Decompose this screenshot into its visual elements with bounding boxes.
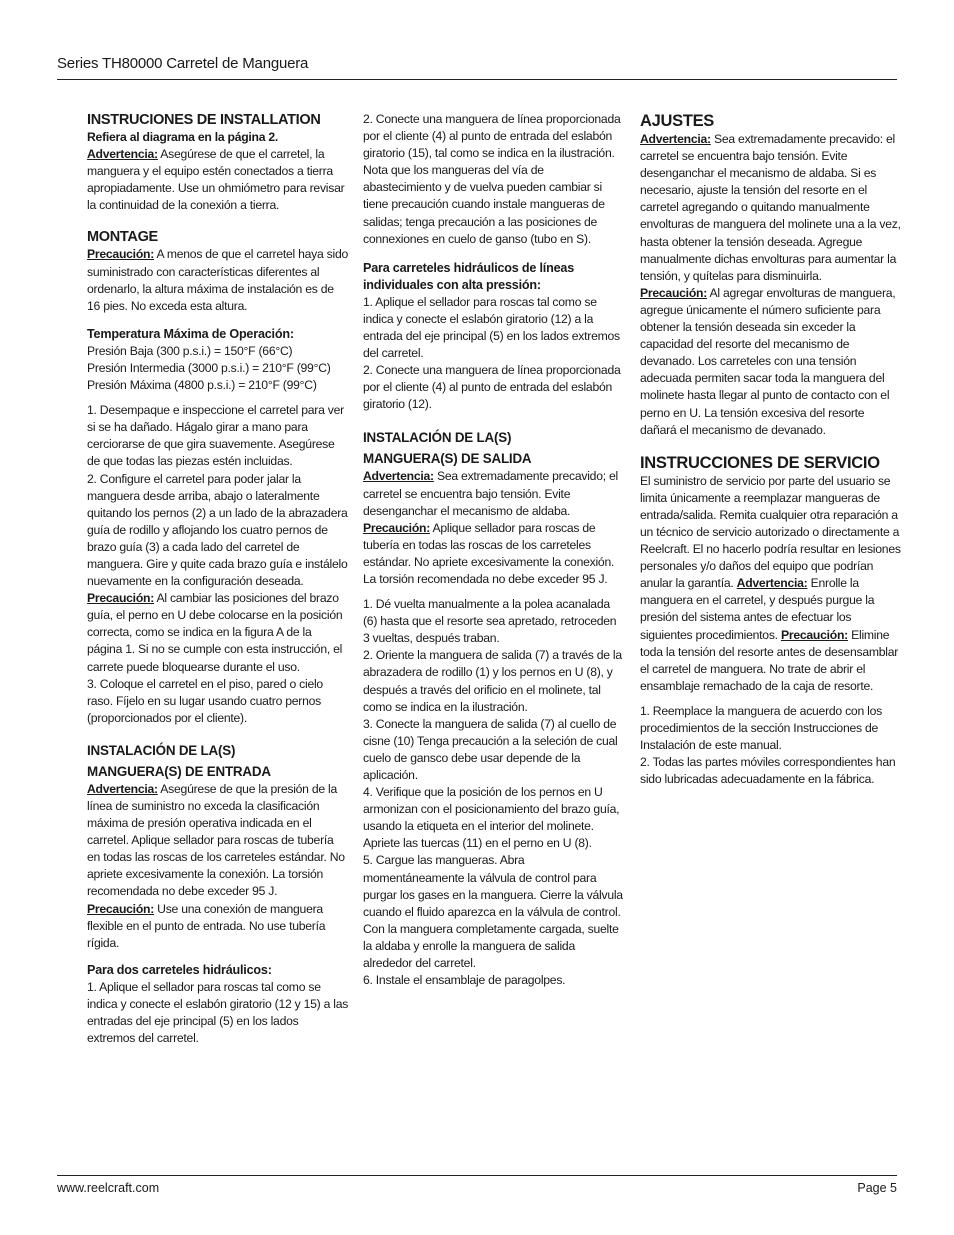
install-step-2-caution xyxy=(87,590,349,675)
temp-low: Presión Baja (300 p.s.i.) = 150°F (66°C) xyxy=(87,343,293,358)
adjust-caution-paragraph xyxy=(640,285,902,439)
caution-label: Precaución: xyxy=(640,285,708,300)
caution-label: Precaución: xyxy=(87,591,155,606)
outlet-step-2: 2. Oriente la manguera de salida (7) a través de la abrazadera de rodillo (1) y los pernos en U (8), y después a través del orificio en el molinete, tal como se indica en la ilustración. xyxy=(363,648,622,714)
outlet-step-4: 4. Verifique que la posición de los pernos en U armonizan con el posicionamiento del brazo guía, usando la etiqueta en el interior del molinete. Apriete las tuercas (11) en el perno en U (8). xyxy=(363,785,620,851)
adjust-warning-text: Sea extremadamente precavido: el carretel se encuentra bajo tensión. Evite desenganchar el mecanismo de aldaba. Si es necesario, ajuste la tensión del resorte en el carretel agregando o quitando manualmente envolturas de manguera del molinete una a la vez, hasta obtener la tensión deseada. Agregue manualmente dichas envolturas para aumentar la tensión, y quítelas para disminuirla. xyxy=(640,132,901,283)
footer-website: www.reelcraft.com xyxy=(57,1181,160,1195)
warning-label: Advertencia: xyxy=(640,132,711,146)
service-text: El suministro de servicio por parte del usuario se limita únicamente a reemplazar mangueras de entrada/salida. Remita cualquier otra reparación a un técnico de servicio autorizado o directamente a Reelcraft. El no hacerlo podría resultar en lesiones personales y/o daños del equipo que podrían anular la garantía. xyxy=(640,473,901,591)
outlet-heading-line-2: MANGUERA(S) DE SALIDA xyxy=(363,451,532,467)
column-2 xyxy=(363,111,625,989)
install-ref: Refiera al diagrama en la página 2. xyxy=(87,130,279,144)
outlet-warning-paragraph xyxy=(363,468,625,519)
temp-heading: Temperatura Máxima de Operación: xyxy=(87,326,294,341)
service-heading: INSTRUCCIONES DE SERVICIO xyxy=(640,453,880,472)
install-step-1: 1. Desempaque e inspeccione el carretel para ver si se ha dañado. Hágalo girar a mano para cerciorarse de que gira suavemente. Asegúrese de que todas las piezas estén incluidas. xyxy=(87,403,344,469)
montage-heading: MONTAGE xyxy=(87,229,158,246)
warning-label: Advertencia: xyxy=(736,576,808,591)
header-divider xyxy=(57,79,897,80)
header-title: Series TH80000 Carretel de Manguera xyxy=(57,55,309,72)
inlet-caution-text: Use una conexión de manguera flexible en el punto de entrada. No use tubería rígida. xyxy=(87,901,326,950)
service-caution-text: Elimine toda la tensión del resorte antes de desensamblar el carretel de manguera. No trate de abrir el ensamblaje remachado de la caja de resorte. xyxy=(640,627,899,693)
outlet-warning-text: Sea extremadamente precavido; el carretel se encuentra bajo tensión. Evite desenganchar el mecanismo de aldaba. xyxy=(363,469,618,518)
footer-page-number: Page 5 xyxy=(857,1181,897,1195)
install-step-3: 3. Coloque el carretel en el piso, pared o cielo raso. Fíjelo en su lugar usando cuatro pernos (proporcionados por el cliente). xyxy=(87,676,323,725)
caution-label: Precaución: xyxy=(87,901,155,916)
outlet-heading-line-1: INSTALACIÓN DE LA(S) xyxy=(363,430,512,446)
outlet-caution-text: Aplique sellador para roscas de tubería en todas las roscas de los carreteles estándar. No apriete excesivamente la conexión. La torsión recomendada no debe exceder 95 J. xyxy=(363,520,615,586)
warning-label: Advertencia: xyxy=(87,147,158,162)
single-line-step-2: 2. Conecte una manguera de línea proporcionada por el cliente (4) al punto de entrada del eslabón giratorio (12). xyxy=(363,363,621,412)
install-step-2: 2. Configure el carretel para poder jalar la manguera desde arriba, abajo o lateralmente quitando los pernos (2) a un lado de la abrazadera guía de rodillo y aflojando los cuatro pernos de brazo guía (3) a cada lado del carretel de manguera. Gire y quite cada brazo guía e instálelo nuevamente en la configuración deseada. xyxy=(87,471,348,589)
column-3 xyxy=(640,111,902,788)
two-reels-step-2: 2. Conecte una manguera de línea proporcionada por el cliente (4) al punto de entrada del eslabón giratorio (15), tal como se indica en la ilustración. Nota que los mangueras del vía de abastecimiento y de vuelva pueden cambiar si tiene precaución cuando instale mangueras de salidas; tenga precaución a las posiciones de connexiones en cuelo de ganso (tubo en S). xyxy=(363,112,621,246)
caution-label: Precaución: xyxy=(363,520,431,535)
inlet-warning-paragraph xyxy=(87,781,349,901)
adjust-warning-paragraph xyxy=(640,131,902,285)
inlet-heading-line-2: MANGUERA(S) DE ENTRADA xyxy=(87,763,271,779)
warning-label: Advertencia: xyxy=(363,469,434,484)
service-step-1: 1. Reemplace la manguera de acuerdo con los procedimientos de la sección Instrucciones de Instalación de este manual. xyxy=(640,703,882,753)
single-line-heading: Para carreteles hidráulicos de líneas individuales con alta pressión: xyxy=(363,260,575,292)
inlet-heading-line-1: INSTALACIÓN DE LA(S) xyxy=(87,742,236,758)
two-reels-heading: Para dos carreteles hidráulicos: xyxy=(87,962,272,977)
temp-mid: Presión Intermedia (3000 p.s.i.) = 210°F (99°C) xyxy=(87,360,331,375)
install-step-2-caution-text: Al cambiar las posiciones del brazo guía, el perno en U debe colocarse en la posición correcta, como se indica en la figura A de la página 1. Si no se cumple con esta instrucción, el carrete puede bloquearse durante el uso. xyxy=(87,591,343,674)
outlet-step-3: 3. Conecte la manguera de salida (7) al cuello de cisne (10) Tenga precaución a la seleción de cual cuelo de gansco debe usar depende de la aplicación. xyxy=(363,716,618,782)
footer-divider xyxy=(57,1175,897,1176)
two-reels-step-1: 1. Aplique el sellador para roscas tal como se indica y conecte el eslabón giratorio (12 y 15) a las entradas del eje principal (5) en los lados extremos del carretel. xyxy=(87,979,349,1046)
caution-label: Precaución: xyxy=(87,247,155,262)
service-warning-text: Enrolle la manguera en el carretel, y después purgue la presión del sistema antes de efectuar los siguientes procedimientos. xyxy=(640,576,875,642)
outlet-caution-paragraph xyxy=(363,520,625,588)
single-line-step-1: 1. Aplique el sellador para roscas tal como se indica y conecte el eslabón giratorio (12) a la entrada del eje principal (5) en los lados extremos del carretel. xyxy=(363,294,620,361)
outlet-step-5: 5. Cargue las mangueras. Abra momentáneamente la válvula de control para purgar los gases en la manguera. Cierre la válvula cuando el fluido aparezca en la válvula de control. Con la manguera completamente cargada, suelte la aldaba y enrolle la manguera de salida alrededor del carretel. xyxy=(363,853,623,971)
temp-max: Presión Máxima (4800 p.s.i.) = 210°F (99°C) xyxy=(87,378,317,393)
warning-label: Advertencia: xyxy=(87,781,158,796)
inlet-caution-paragraph xyxy=(87,901,349,952)
inlet-warning-text: Asegúrese de que la presión de la línea de suministro no exceda la clasificación máxima de presión operativa indicada en el carretel. Aplique sellador para roscas de tubería en todas las roscas de los carreteles estándar. No apriete excesivamente la conexión. La torsión recomendada no debe exceder 95 J. xyxy=(87,781,345,899)
install-warning-text: Asegúrese de que el carretel, la manguera y el equipo estén conectados a tierra apropiadamente. Use un ohmiómetro para revisar la continuidad de la conexión a tierra. xyxy=(87,147,345,213)
install-warning-paragraph xyxy=(87,146,349,214)
install-heading: INSTRUCIONES DE INSTALLATION xyxy=(87,112,321,128)
montage-caution-paragraph xyxy=(87,246,349,314)
montage-caution-text: A menos de que el carretel haya sido suministrado con características diferentes al ordenarlo, la altura máxima de instalación es de 16 pies. No exceda esta altura. xyxy=(87,247,349,313)
adjust-heading: AJUSTES xyxy=(640,112,715,130)
service-paragraph xyxy=(640,473,902,695)
outlet-step-1: 1. Dé vuelta manualmente a la polea acanalada (6) hasta que el resorte sea apretado, retroceden 3 vueltas, después traban. xyxy=(363,597,617,646)
service-step-2: 2. Todas las partes móviles correspondientes han sido lubricadas adecuadamente en la fábrica. xyxy=(640,755,896,787)
outlet-step-6: 6. Instale el ensamblaje de paragolpes. xyxy=(363,973,566,988)
adjust-caution-text: Al agregar envolturas de manguera, agregue únicamente el número suficiente para obtener la tensión deseada sin exceder la capacidad del resorte del mecanismo de devanado. Los carreteles con una tensión adecuada permiten sacar toda la manguera del molinete hasta llegar al punto de contacto con el perno en U. La tensión excesiva del resorte dañará el mecanismo de devanado. xyxy=(640,285,896,437)
caution-label: Precaución: xyxy=(780,627,848,642)
column-1 xyxy=(87,111,349,1047)
